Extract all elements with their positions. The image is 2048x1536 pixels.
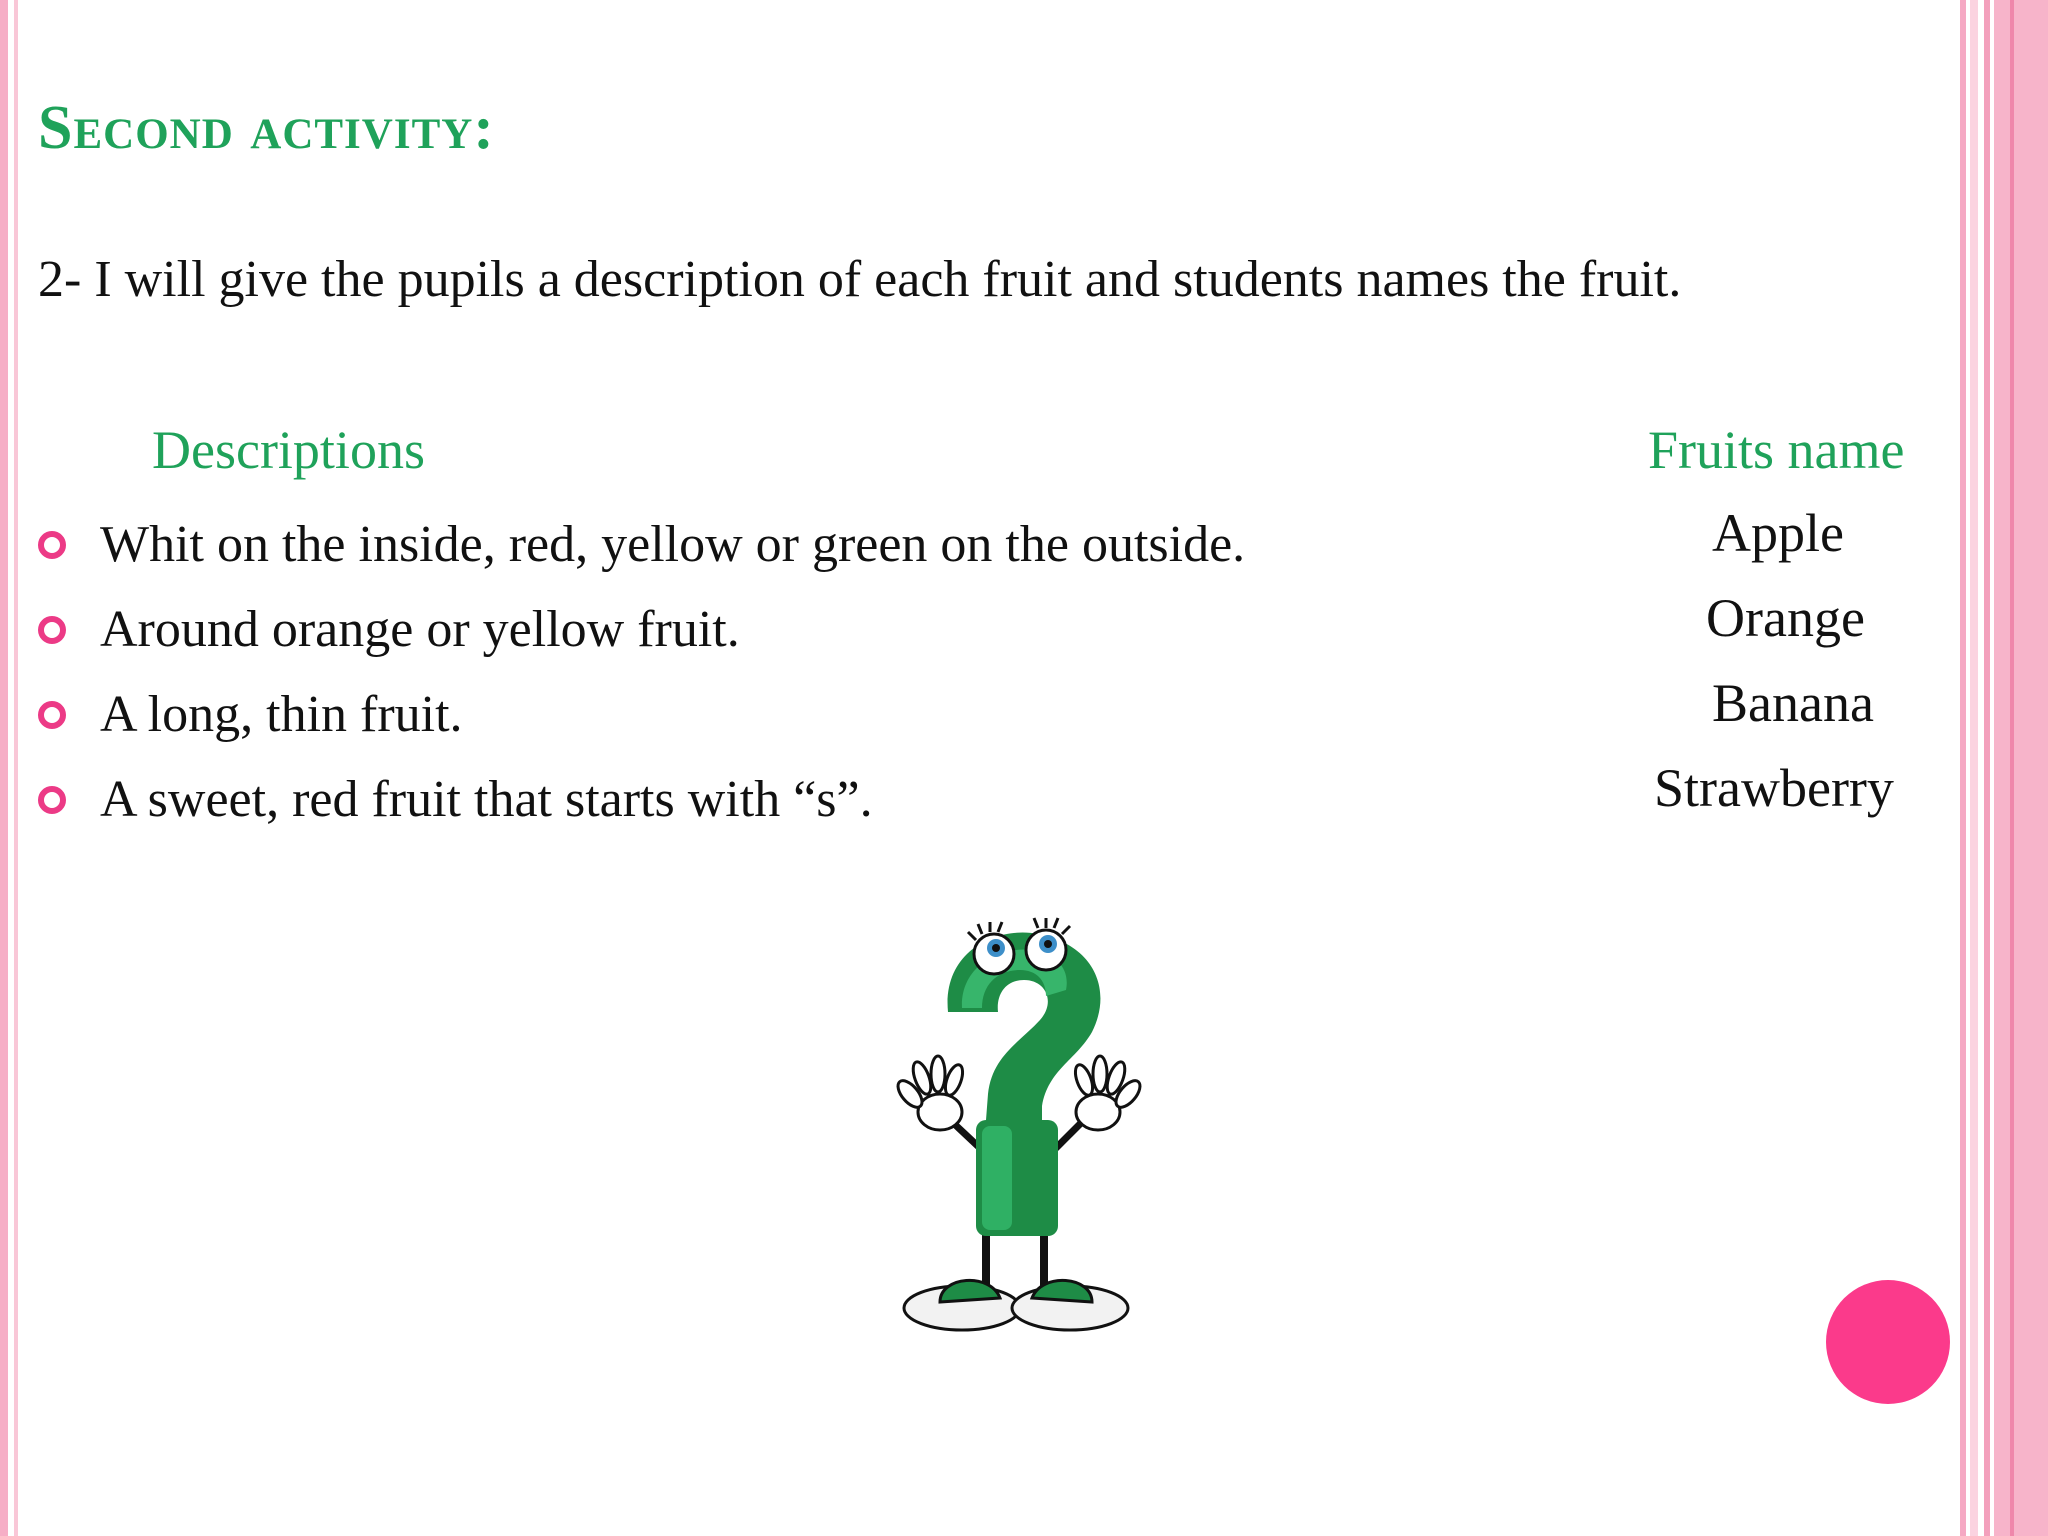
ring-bullet-icon [38, 531, 66, 559]
fruit-name: Orange [1706, 587, 1865, 648]
description-item [38, 587, 1245, 672]
description-text: Whit on the inside, red, yellow or green on the outside. [100, 516, 1246, 573]
right-border-stripe-2 [1970, 0, 1978, 1536]
right-border-band [1994, 0, 2048, 1536]
description-text: A long, thin fruit. [100, 686, 463, 743]
decorative-pink-circle [1826, 1280, 1950, 1404]
fruits-name-header: Fruits name [1648, 420, 1905, 480]
left-border-inner [14, 0, 18, 1536]
slide-title: Second activity: [38, 94, 495, 162]
right-border-stripe-1 [1960, 0, 1966, 1536]
intro-text: 2- I will give the pupils a description of each fruit and students names the fruit. [38, 251, 1682, 308]
description-text: A sweet, red fruit that starts with “s”. [100, 771, 873, 828]
ring-bullet-icon [38, 786, 66, 814]
fruits-list [1640, 490, 1920, 830]
left-border [0, 0, 8, 1536]
fruit-name: Strawberry [1654, 757, 1894, 818]
description-item [38, 757, 1245, 842]
right-border-stripe-4 [2010, 0, 2014, 1536]
ring-bullet-icon [38, 616, 66, 644]
descriptions-list [38, 502, 1245, 842]
ring-bullet-icon [38, 701, 66, 729]
description-text: Around orange or yellow fruit. [100, 601, 740, 658]
descriptions-header: Descriptions [152, 420, 425, 480]
fruit-name: Banana [1712, 672, 1874, 733]
description-item [38, 502, 1245, 587]
fruit-name: Apple [1712, 502, 1844, 563]
description-item [38, 672, 1245, 757]
question-mark-character-icon [870, 910, 1170, 1340]
right-border-stripe-3 [1984, 0, 1990, 1536]
